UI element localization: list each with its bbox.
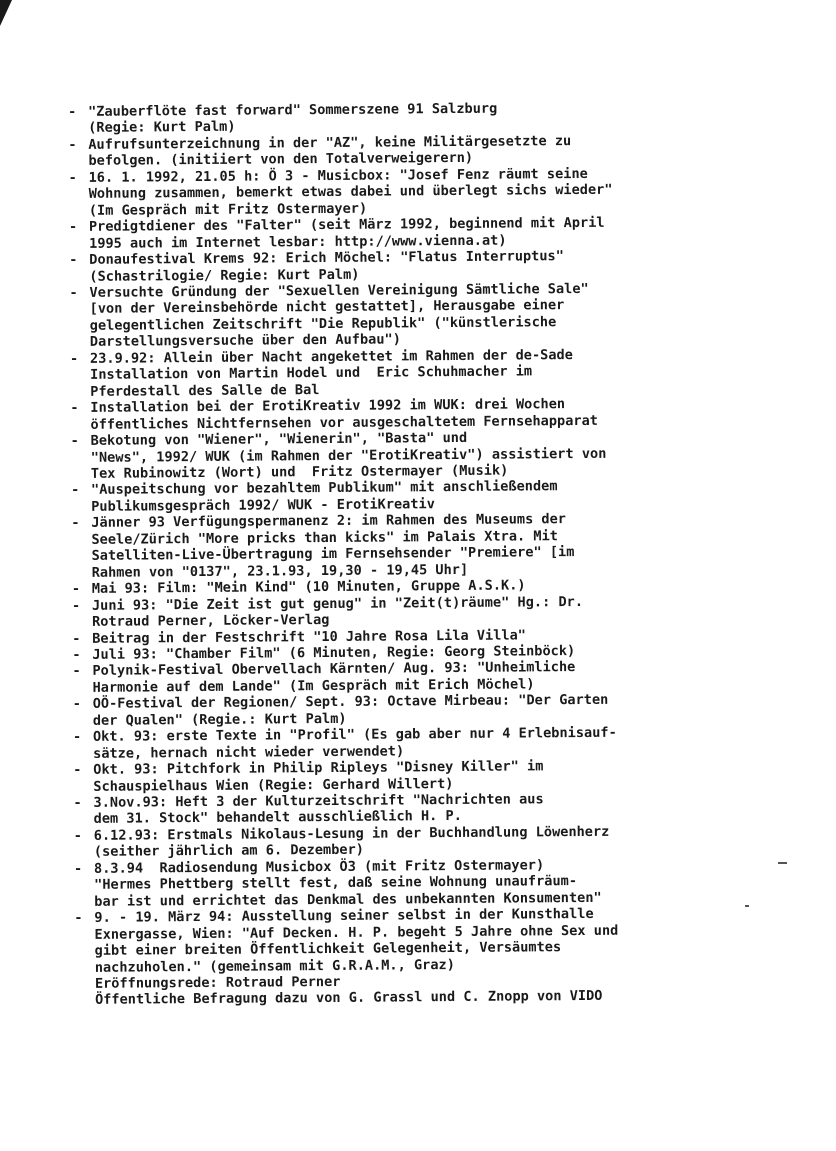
text-line: 8.3.94 Radiosendung Musicbox Ö3 (mit Fritz Ostermayer) — [93, 857, 545, 877]
text-line: (seither jährlich am 6. Dezember) — [93, 842, 365, 861]
text-line: "News", 1992/ WUK (im Rahmen der "ErotiKreativ") assistiert von — [90, 445, 607, 466]
list-item-text — [88, 99, 768, 137]
text-line: 23.9.92: Allein über Nacht angekettet im Rahmen der de-Sade — [89, 346, 573, 367]
text-line: Juli 93: "Chamber Film" (6 Minuten, Regie: Georg Steinböck) — [92, 642, 576, 663]
list-bullet-dash: - — [72, 729, 82, 746]
list-item — [71, 428, 771, 483]
list-item-text — [91, 477, 771, 515]
list-bullet-dash: - — [73, 827, 82, 844]
list-bullet-dash: - — [69, 252, 78, 269]
text-line: Jänner 93 Verfügungspermanenz 2: im Rahmen des Museums der — [91, 511, 567, 532]
text-line: Okt. 93: Pitchfork in Philip Ripleys "Disney Killer" im — [93, 758, 544, 778]
text-line: öffentliches Nichtfernsehen vor ausgeschaltetem Fernsehapparat — [90, 412, 598, 433]
list-item-text — [88, 131, 768, 169]
list-item — [73, 724, 773, 762]
text-line: 6.12.93: Erstmals Nikolaus-Lesung in der Buchhandlung Löwenherz — [93, 823, 610, 844]
list-bullet-dash: - — [69, 284, 78, 301]
scan-corner-mark — [0, 0, 12, 26]
list-item — [69, 247, 769, 285]
list-item — [73, 790, 773, 828]
list-bullet-dash: - — [72, 663, 81, 680]
text-line: Bekotung von "Wiener", "Wienerin", "Basta" und — [90, 429, 468, 449]
text-line: 1995 auch im Internet lesbar: http://www.vienna.at) — [89, 232, 507, 252]
list-item-text — [92, 658, 772, 696]
list-item — [73, 757, 773, 795]
list-item — [71, 510, 771, 581]
text-line: Wohnung zusammen, bemerkt etwas dabei und überlegt sichs wieder" — [88, 181, 613, 203]
list-bullet-dash: - — [72, 630, 81, 647]
list-bullet-dash: - — [72, 646, 81, 663]
text-line: Rotraud Perner, Löcker-Verlag — [92, 612, 330, 630]
text-line: Versuchte Gründung der "Sexuellen Vereinigung Sämtliche Sale" — [89, 280, 589, 301]
list-item-text — [92, 592, 772, 630]
list-item — [71, 477, 771, 515]
list-item — [73, 691, 773, 729]
list-bullet-dash: - — [73, 860, 83, 877]
text-line: nachzuholen." (gemeinsam mit G.R.A.M., Graz) — [94, 956, 455, 976]
text-line: Öffentliche Befragung dazu von G. Grassl und C. Znopp von VIDO — [94, 988, 603, 1009]
text-line: sätze, hernach nicht wieder verwendet) — [93, 743, 405, 762]
list-item — [68, 99, 768, 137]
list-bullet-dash: - — [68, 219, 78, 236]
list-bullet-dash: - — [70, 482, 80, 499]
list-item-text — [89, 247, 769, 285]
list-bullet-dash: - — [70, 432, 79, 450]
list-item-text — [93, 790, 773, 828]
text-line: Darstellungsversuche über den Aufbau") — [89, 331, 401, 351]
list-item-text — [91, 428, 771, 483]
text-line: (Schastrilogie/ Regie: Kurt Palm) — [89, 266, 360, 285]
text-line: 16. 1. 1992, 21.05 h: Ö 3 - Musicbox: "Josef Fenz räumt seine — [88, 165, 588, 186]
text-line: Mai 93: Film: "Mein Kind" (10 Minuten, Gruppe A.S.K.) — [91, 577, 526, 597]
list-item-text — [89, 214, 769, 252]
scan-speck — [778, 862, 787, 864]
text-line: Harmonie auf dem Lande" (Im Gespräch mit Erich Möchel) — [92, 676, 535, 696]
list-item-text — [94, 822, 774, 860]
text-line: Publikumsgespräch 1992/ WUK - ErotiKreativ — [91, 496, 435, 515]
list-item — [69, 279, 769, 350]
text-line: Installation bei der ErotiKreativ 1992 im WUK: drei Wochen — [90, 396, 566, 416]
list-bullet-dash: - — [74, 910, 83, 927]
text-line: Pferdestall des Salle de Bal — [90, 381, 320, 400]
list-item-text — [94, 855, 774, 910]
list-item-text — [93, 691, 773, 729]
text-line: (Regie: Kurt Palm) — [88, 119, 236, 137]
text-line: Rahmen von "0137", 23.1.93, 19,30 - 19,45 Uhr] — [91, 561, 469, 581]
list-item — [72, 592, 772, 630]
text-line: Polynik-Festival Obervellach Kärnten/ Aug. 93: "Unheimliche — [92, 659, 576, 680]
text-line: Satelliten-Live-Übertragung im Fernsehsender "Premiere" [im — [91, 544, 575, 565]
text-line: Predigtdiener des "Falter" (seit März 1992, beginnend mit April — [88, 214, 605, 236]
text-line: Okt. 93: erste Texte in "Profil" (Es gab aber nur 4 Erlebnisauf- — [92, 724, 617, 746]
text-line: "Hermes Phettberg stellt fest, daß seine Wohnung unaufräum- — [94, 873, 578, 894]
text-line: Schauspielhaus Wien (Regie: Gerhard Willert) — [93, 775, 454, 795]
list-bullet-dash: - — [69, 350, 79, 367]
text-line: Donaufestival Krems 92: Erich Möchel: "Flatus Interruptus" — [89, 248, 564, 268]
text-line: befolgen. (initiiert von den Totalverweigerern) — [88, 150, 474, 170]
list-bullet-dash: - — [73, 794, 82, 812]
text-line: 3.Nov.93: Heft 3 der Kulturzeitschrift "Nachrichten aus — [93, 791, 544, 811]
list-bullet-dash: - — [68, 103, 77, 120]
text-line: Eröffnungsrede: Rotraud Perner — [94, 973, 341, 992]
text-line: dem 31. Stock" behandelt ausschließlich H. P. — [93, 808, 462, 828]
list-item-text — [89, 164, 769, 219]
text-line: Beitrag in der Festschrift "10 Jahre Rosa Lila Villa" — [92, 626, 527, 647]
list-item — [74, 822, 774, 860]
list-item — [69, 164, 769, 219]
list-item — [70, 395, 770, 433]
text-line: bar ist und errichtet das Denkmal des unbekannten Konsumenten" — [94, 889, 602, 910]
list-item-text — [94, 905, 775, 1009]
list-item-text — [90, 345, 770, 400]
list-bullet-dash: - — [71, 597, 81, 614]
list-bullet-dash: - — [71, 581, 81, 598]
list-item — [68, 131, 768, 169]
text-line: "Zauberflöte fast forward" Sommerszene 91 Salzburg — [87, 100, 498, 120]
text-line: (Im Gespräch mit Fritz Ostermayer) — [88, 200, 368, 219]
list-bullet-dash: - — [68, 136, 77, 153]
text-line: OÖ-Festival der Regionen/ Sept. 93: Octave Mirbeau: "Der Garten — [92, 692, 609, 713]
text-line: Juni 93: "Die Zeit ist gut genug" in "Zeit(t)räume" Hg.: Dr. — [91, 593, 584, 614]
text-line: Aufrufsunterzeichnung in der "AZ", keine Militärgesetzte zu — [88, 132, 572, 153]
text-line: Tex Rubinowitz (Wort) und Fritz Ostermayer (Musik) — [90, 462, 509, 482]
list-bullet-dash: - — [68, 169, 77, 186]
list-bullet-dash: - — [72, 696, 81, 713]
list-item — [69, 214, 769, 252]
list-bullet-dash: - — [71, 515, 80, 532]
text-line: 9. - 19. März 94: Ausstellung seiner selbst in der Kunsthalle — [94, 906, 594, 927]
list-item — [70, 345, 770, 400]
text-line: der Qualen" (Regie.: Kurt Palm) — [92, 710, 347, 729]
list-item-text — [90, 395, 770, 433]
text-line: [von der Vereinsbehörde nicht gestattet], Herausgabe einer — [89, 297, 565, 318]
list-item-text — [89, 279, 769, 350]
list-item — [74, 855, 774, 910]
text-line: "Auspeitschung vor bezahltem Publikum" mit anschließendem — [90, 478, 558, 499]
text-line: gelegentlichen Zeitschrift "Die Republik" ("künstlerische — [89, 314, 557, 334]
text-line: Seele/Zürich "More pricks than kicks" im Palais Xtra. Mit — [91, 527, 558, 548]
list-item-text — [93, 757, 773, 795]
list-item-text — [93, 724, 773, 762]
list-item — [74, 905, 775, 1009]
list-bullet-dash: - — [73, 762, 82, 779]
list-bullet-dash: - — [70, 400, 79, 417]
text-line: Exnergasse, Wien: "Auf Decken. H. P. begeht 5 Jahre ohne Sex und — [94, 922, 619, 943]
list-item-text — [91, 510, 771, 581]
text-line: Installation von Martin Hodel und Eric Schuhmacher im — [90, 363, 533, 384]
list-item — [72, 658, 772, 696]
text-line: gibt einer breiten Öffentlichkeit Gelegenheit, Versäumtes — [94, 939, 562, 959]
chronology-list — [68, 99, 775, 1009]
